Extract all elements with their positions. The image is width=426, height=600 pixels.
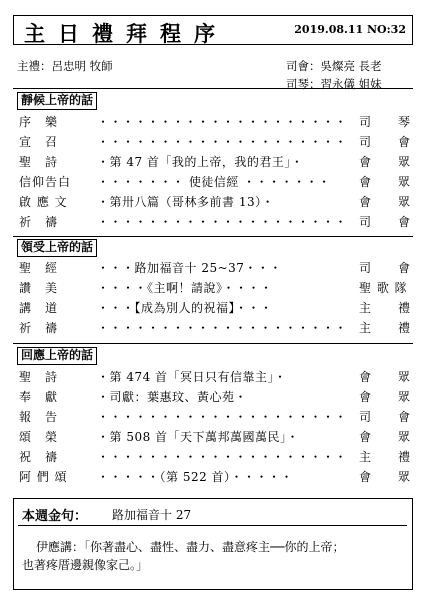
item-content: ・第 508 首「天下萬邦萬國萬民」・ xyxy=(97,430,300,444)
item-name: 奉 獻 xyxy=(19,390,59,404)
item-person: 會 眾 xyxy=(359,195,412,209)
item-name: 聖 經 xyxy=(19,261,59,275)
item-person: 會 眾 xyxy=(359,370,412,384)
program-row xyxy=(19,428,412,446)
item-content: ・・・路加福音十 25~37・・・ xyxy=(97,261,282,275)
program-row xyxy=(19,468,412,486)
item-person: 會 眾 xyxy=(359,390,412,404)
item-person: 司 會 xyxy=(359,410,412,424)
program-row xyxy=(19,213,412,231)
presider-info: 主禮：呂忠明 牧師 xyxy=(17,59,113,73)
item-person: 主 禮 xyxy=(359,450,412,464)
bulletin-header xyxy=(13,15,413,45)
weekly-verse-heading: 本週金句： xyxy=(22,509,88,524)
item-content: ・・・・・・・ 使徒信經 ・・・・・・・ xyxy=(97,175,331,189)
program-row xyxy=(19,279,412,297)
program-row xyxy=(19,368,412,386)
item-content: ・・・【成為別人的祝福】・・・ xyxy=(97,301,273,315)
section-heading: 靜候上帝的話 xyxy=(17,92,97,110)
item-name: 啟 應 文 xyxy=(19,195,68,209)
item-person: 司 會 xyxy=(359,215,412,229)
page-title: 主日禮拜程序 xyxy=(24,22,228,46)
item-name: 讚 美 xyxy=(19,281,59,295)
item-person: 主 禮 xyxy=(359,321,412,335)
item-person: 聖 歌 隊 xyxy=(359,281,408,295)
section-heading: 回應上帝的話 xyxy=(17,347,97,365)
leader-info: 司會：吳燦亮 長老 xyxy=(286,59,382,73)
program-row xyxy=(19,153,412,171)
item-content: ・・・・・・・・・・・・・・・・・・・・ xyxy=(97,135,348,149)
item-person: 司 會 xyxy=(359,261,412,275)
item-name: 聖 詩 xyxy=(19,155,59,169)
program-row xyxy=(19,448,412,466)
item-name: 祈 禱 xyxy=(19,215,59,229)
item-name: 頌 榮 xyxy=(19,430,59,444)
program-row xyxy=(19,259,412,277)
item-content: ・・・・・・・・・・・・・・・・・・・・ xyxy=(97,410,348,424)
item-name: 宣 召 xyxy=(19,135,59,149)
item-content: ・第卅八篇（哥林多前書 13）・ xyxy=(97,195,275,209)
item-person: 會 眾 xyxy=(359,175,412,189)
program-row xyxy=(19,299,412,317)
item-person: 會 眾 xyxy=(359,430,412,444)
item-name: 阿 們 頌 xyxy=(19,470,68,484)
section-heading: 領受上帝的話 xyxy=(17,239,97,257)
item-person: 司 會 xyxy=(359,135,412,149)
item-name: 聖 詩 xyxy=(19,370,59,384)
program-row xyxy=(19,113,412,131)
program-row xyxy=(19,173,412,191)
item-name: 祝 禱 xyxy=(19,450,59,464)
item-name: 序 樂 xyxy=(19,115,59,129)
item-content: ・・・・・・・・・・・・・・・・・・・・ xyxy=(97,450,348,464)
verse-line-1: 伊應講：「你著盡心、盡性、盡力、盡意疼主──你的上帝； xyxy=(36,540,345,554)
weekly-verse-box xyxy=(13,498,413,590)
item-content: ・・・・・・・・・・・・・・・・・・・・ xyxy=(97,115,348,129)
item-content: ・・・・・・・・・・・・・・・・・・・・ xyxy=(97,321,348,335)
pianist-info: 司琴：習永儀 姐妹 xyxy=(286,77,382,91)
program-row xyxy=(19,388,412,406)
weekly-verse-reference: 路加福音十 27 xyxy=(112,508,192,522)
item-content: ・・・・《主啊！請說》・・・・ xyxy=(97,281,273,295)
item-person: 司 琴 xyxy=(359,115,412,129)
program-row xyxy=(19,408,412,426)
verse-line-2: 也著疼厝邊親像家己。」 xyxy=(22,558,149,572)
item-content: ・司獻：葉惠玟、黃心苑・ xyxy=(97,390,248,404)
weekly-verse-text xyxy=(18,525,407,586)
item-content: ・・・・・（第 522 首）・・・・・ xyxy=(97,470,294,484)
item-person: 主 禮 xyxy=(359,301,412,315)
item-name: 報 告 xyxy=(19,410,59,424)
item-name: 信仰告白 xyxy=(19,175,72,189)
issue-date-number: 2019.08.11 NO:32 xyxy=(294,23,406,36)
item-content: ・第 474 首「冥日只有信靠主」・ xyxy=(97,370,287,384)
item-person: 會 眾 xyxy=(359,470,412,484)
program-row xyxy=(19,193,412,211)
program-row xyxy=(19,133,412,151)
item-content: ・・・・・・・・・・・・・・・・・・・・ xyxy=(97,215,348,229)
program-row xyxy=(19,319,412,337)
item-person: 會 眾 xyxy=(359,155,412,169)
item-name: 講 道 xyxy=(19,301,59,315)
item-content: ・第 47 首「我的上帝，我的君王」・ xyxy=(97,155,304,169)
item-name: 祈 禱 xyxy=(19,321,59,335)
